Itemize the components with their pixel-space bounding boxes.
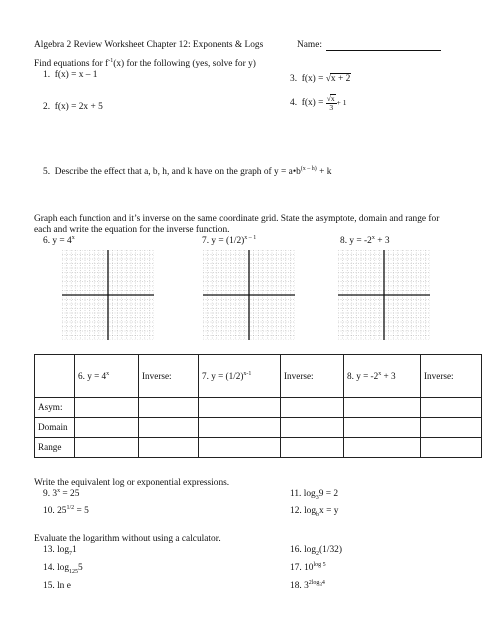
row-label-range: Range <box>35 438 75 458</box>
question-text: x = y <box>319 506 339 516</box>
table-corner-cell <box>35 355 75 398</box>
table-header-6 <box>75 355 139 398</box>
answer-cell[interactable] <box>281 438 344 458</box>
question-text: = 5 <box>74 506 89 516</box>
question-4 <box>290 94 346 112</box>
question-text: f(x) = <box>301 74 324 84</box>
question-number: 4. <box>290 98 298 109</box>
coordinate-grid-7[interactable] <box>203 250 295 340</box>
question-5 <box>43 167 331 178</box>
question-text: 9 = 2 <box>318 489 339 499</box>
answer-cell[interactable] <box>199 398 281 418</box>
question-3: 3. f(x) = √x + 2 <box>290 74 351 84</box>
exponent: 1/2 <box>66 504 75 511</box>
section3-instruction: Write the equivalent log or exponential expressions. <box>34 478 230 488</box>
question-text: Describe the effect that a, b, h, and k have on the graph of y = a•b <box>54 167 301 177</box>
answer-cell[interactable] <box>199 438 281 458</box>
exponent: x <box>371 234 375 241</box>
exponent: (x – h) <box>300 165 317 172</box>
log-base: 2 <box>316 550 320 557</box>
answer-cell[interactable] <box>199 418 281 438</box>
exponent: 4 <box>321 579 325 586</box>
answer-cell[interactable] <box>421 418 482 438</box>
question-number: 1. <box>43 70 51 80</box>
asymptote-domain-range-table <box>34 354 482 458</box>
table-header-8 <box>344 355 421 398</box>
fraction-suffix: + 1 <box>336 98 347 108</box>
question-15: 15. ln e <box>43 581 71 591</box>
coordinate-grid-6[interactable] <box>62 250 154 340</box>
row-label-asymptote: Asym: <box>35 398 75 418</box>
question-17 <box>290 563 326 574</box>
answer-cell[interactable] <box>75 418 139 438</box>
question-text: f(x) = 2x + 5 <box>54 102 103 112</box>
radicand: x + 2 <box>330 74 351 84</box>
question-text: 9. 3 <box>43 489 58 499</box>
question-text: 13. log <box>43 545 70 555</box>
exponent: x <box>378 370 382 377</box>
question-text: 11. log <box>290 489 316 499</box>
header-text: 7. y = (1/2) <box>202 370 244 381</box>
name-label: Name: <box>297 40 322 50</box>
question-11 <box>290 489 338 500</box>
table-header-inverse-6: Inverse: <box>139 355 199 398</box>
instruction-part: (x) for the following (yes, solve for y) <box>113 59 256 69</box>
answer-cell[interactable] <box>139 418 199 438</box>
denominator: 3 <box>329 102 334 112</box>
answer-cell[interactable] <box>281 418 344 438</box>
question-12 <box>290 506 338 517</box>
question-text: f(x) = <box>301 98 324 109</box>
question-text: 16. log <box>290 545 317 555</box>
row-label-domain: Domain <box>35 418 75 438</box>
answer-cell[interactable] <box>139 438 199 458</box>
log-base: 125 <box>69 568 79 575</box>
question-text: 10. 25 <box>43 506 67 516</box>
answer-cell[interactable] <box>75 398 139 418</box>
answer-cell[interactable] <box>421 438 482 458</box>
question-text: 8. y = -2 <box>340 236 372 246</box>
question-2 <box>43 102 103 113</box>
exponent: x <box>106 370 110 377</box>
question-text: 12. log <box>290 506 317 516</box>
question-9 <box>43 489 79 500</box>
question-text: (1/32) <box>319 545 342 555</box>
exponent: 2log <box>308 579 320 586</box>
question-8-label <box>340 236 390 247</box>
radicand: x <box>330 94 335 103</box>
question-text: 6. y = 4 <box>43 236 72 246</box>
question-text: 7. y = (1/2) <box>202 236 245 246</box>
question-18 <box>290 581 325 592</box>
question-16 <box>290 545 342 556</box>
header-text: 8. y = -2 <box>347 370 379 381</box>
section1-instruction <box>34 59 256 70</box>
header-text: + 3 <box>381 370 396 381</box>
answer-cell[interactable] <box>421 398 482 418</box>
table-header-inverse-7: Inverse: <box>281 355 344 398</box>
log-base: 3 <box>319 583 322 589</box>
answer-cell[interactable] <box>75 438 139 458</box>
name-field[interactable] <box>297 40 441 51</box>
instruction-part: Find equations for f <box>34 59 109 69</box>
question-13 <box>43 545 77 556</box>
log-base: 7 <box>69 550 73 557</box>
question-7-label <box>202 236 256 247</box>
question-number: 2. <box>43 102 51 112</box>
exponent: x – 1 <box>244 234 257 241</box>
question-number: 5. <box>43 167 51 177</box>
section4-instruction: Evaluate the logarithm without using a calculator. <box>34 534 221 544</box>
question-text: 18. 3 <box>290 581 309 591</box>
question-text: 1 <box>72 545 77 555</box>
table-header-inverse-8: Inverse: <box>421 355 482 398</box>
answer-cell[interactable] <box>344 398 421 418</box>
question-1 <box>43 70 98 81</box>
question-text: 14. log <box>43 563 70 573</box>
log-base: 3 <box>315 494 319 501</box>
section2-instruction-line2: each and write the equation for the inverse function. <box>34 225 230 235</box>
question-text: = 25 <box>60 489 80 499</box>
question-number: 3. <box>290 74 298 84</box>
question-6-label <box>43 236 75 247</box>
exponent: x-1 <box>243 370 252 377</box>
inverse-superscript: -1 <box>108 57 114 64</box>
worksheet-title: Algebra 2 Review Worksheet Chapter 12: Exponents & Logs <box>34 40 264 50</box>
header-text: 6. y = 4 <box>78 370 107 381</box>
question-text: 5 <box>78 563 83 573</box>
question-14 <box>43 563 83 574</box>
coordinate-grid-8[interactable] <box>338 250 430 340</box>
log-base: b <box>316 511 320 518</box>
exponent: x <box>57 487 61 494</box>
answer-cell[interactable] <box>344 418 421 438</box>
section2-instruction-line1: Graph each function and it’s inverse on the same coordinate grid. State the asymptote, domain and range for <box>34 214 440 224</box>
exponent: x <box>71 234 75 241</box>
question-text: f(x) = x – 1 <box>54 70 98 80</box>
question-10 <box>43 506 89 517</box>
fraction: $\frac{√x}{3}$ <box>326 94 335 112</box>
question-text: 17. 10 <box>290 563 314 573</box>
answer-cell[interactable] <box>139 398 199 418</box>
answer-cell[interactable] <box>344 438 421 458</box>
answer-cell[interactable] <box>281 398 344 418</box>
name-line <box>326 41 441 51</box>
table-header-7 <box>199 355 281 398</box>
question-text: + k <box>316 167 332 177</box>
exponent: log 5 <box>313 561 326 568</box>
question-text: + 3 <box>374 236 390 246</box>
